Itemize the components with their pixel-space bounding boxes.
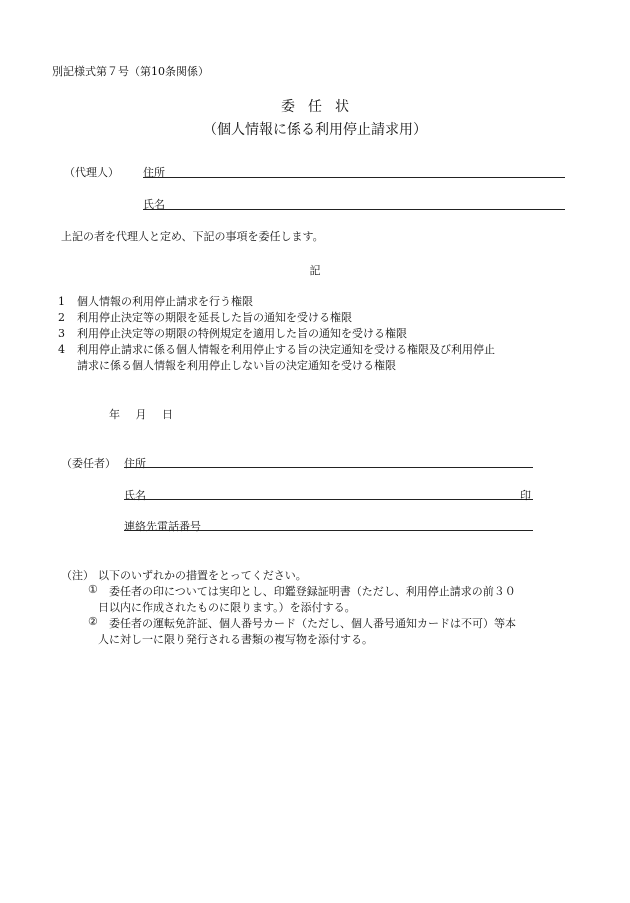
principal-address-field[interactable] (124, 467, 533, 468)
ki-heading: 記 (309, 264, 321, 277)
list-item-text: 利用停止決定等の期限を延長した旨の通知を受ける権限 (77, 311, 352, 324)
principal-phone-label: 連絡先電話番号 (124, 520, 201, 533)
list-item-continuation: 請求に係る個人情報を利用停止しない旨の決定通知を受ける権限 (77, 359, 396, 372)
document-subtitle: （個人情報に係る利用停止請求用） (203, 122, 427, 138)
note-item-text-continuation: 日以内に作成されたものに限ります。）を添付する。 (98, 601, 356, 614)
agent-name-label: 氏名 (143, 198, 165, 211)
agent-label: （代理人） (64, 166, 119, 179)
principal-phone-field[interactable] (124, 530, 533, 531)
date-line[interactable]: 年 月 日 (109, 408, 173, 421)
list-item-number: 3 (58, 327, 65, 340)
note-intro: 以下のいずれかの措置をとってください。 (98, 569, 307, 582)
list-item (58, 325, 407, 341)
note-item-text: 委任者の運転免許証、個人番号カード（ただし、個人番号通知カードは不可）等本 (109, 617, 516, 630)
list-item-text: 利用停止決定等の期限の特例規定を適用した旨の通知を受ける権限 (77, 327, 407, 340)
agent-address-label: 住所 (143, 166, 165, 179)
list-item-number: 1 (58, 295, 65, 308)
note-item-mark: ② (88, 615, 98, 628)
principal-name-label: 氏名 (124, 489, 146, 502)
document-title: 委任状 (281, 99, 362, 115)
delegation-statement: 上記の者を代理人と定め、下記の事項を委任します。 (61, 230, 324, 243)
list-item (58, 341, 495, 357)
seal-mark: 印 (520, 489, 531, 502)
agent-address-field[interactable] (143, 177, 565, 178)
list-item-number: 4 (58, 343, 65, 356)
list-item (58, 293, 253, 309)
form-number: 別記様式第７号（第10条関係） (52, 65, 209, 78)
list-item (58, 309, 352, 325)
list-item-text: 個人情報の利用停止請求を行う権限 (77, 295, 253, 308)
principal-name-field[interactable] (124, 499, 533, 500)
principal-label: （委任者） (61, 457, 116, 470)
list-item-number: 2 (58, 311, 65, 324)
principal-address-label: 住所 (124, 457, 146, 470)
note-label: （注） (61, 569, 94, 582)
note-item-mark: ① (88, 583, 98, 596)
note-item-text-continuation: 人に対し一に限り発行される書類の複写物を添付する。 (98, 633, 373, 646)
list-item-text: 利用停止請求に係る個人情報を利用停止する旨の決定通知を受ける権限及び利用停止 (77, 343, 495, 356)
note-item-text: 委任者の印については実印とし、印鑑登録証明書（ただし、利用停止請求の前３０ (109, 585, 516, 598)
agent-name-field[interactable] (143, 209, 565, 210)
